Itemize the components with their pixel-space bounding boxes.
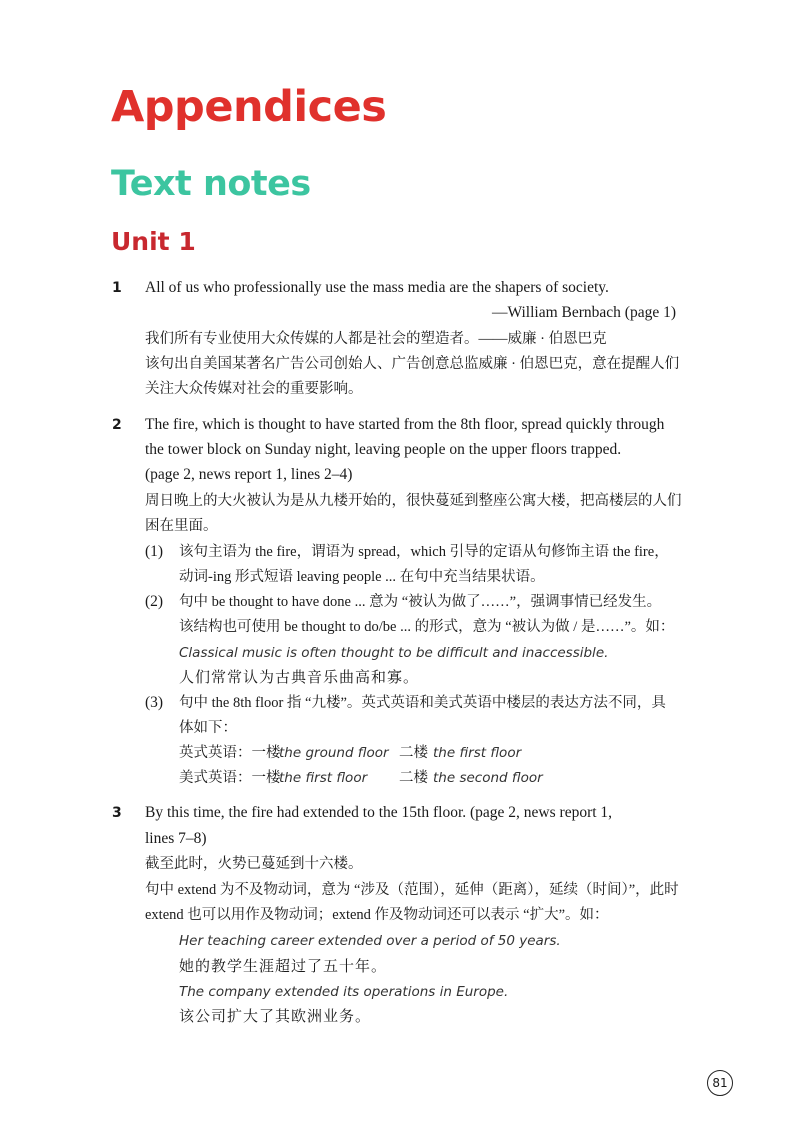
floor-label: 美式英语：一楼 bbox=[179, 770, 281, 786]
note-chinese: 周日晚上的大火被认为是从九楼开始的，很快蔓延到整座公寓大楼，把高楼层的人们 bbox=[145, 493, 682, 509]
point-label: (2) bbox=[145, 593, 164, 610]
note-chinese: 截至此时，火势已蔓延到十六楼。 bbox=[145, 856, 363, 872]
note-english: the tower block on Sunday night, leaving people on the upper floors trapped. bbox=[145, 441, 622, 458]
point-text: 动词-ing 形式短语 leaving people ... 在句中充当结果状语。 bbox=[179, 569, 545, 585]
note-english: By this time, the fire had extended to the 15th floor. (page 2, news report 1, bbox=[145, 804, 613, 821]
point-text: 句中 be thought to have done ... 意为 “被认为做了……”，强调事情已经发生。 bbox=[179, 594, 662, 610]
floor-term: the ground floor bbox=[279, 745, 389, 761]
note-explanation: extend 也可以用作及物动词；extend 作及物动词还可以表示 “扩大”。如： bbox=[145, 907, 609, 923]
page-title: Appendices bbox=[111, 82, 387, 132]
unit-title: Unit 1 bbox=[111, 227, 196, 256]
example-chinese: 她的教学生涯超过了五十年。 bbox=[179, 959, 388, 975]
note-explanation: 关注大众传媒对社会的重要影响。 bbox=[145, 381, 363, 397]
note-reference: (page 2, news report 1, lines 2–4) bbox=[145, 466, 353, 483]
floor-term: the first floor bbox=[433, 745, 522, 761]
point-text: 句中 the 8th floor 指 “九楼”。英式英语和美式英语中楼层的表达方法不同，具 bbox=[179, 695, 666, 711]
section-title: Text notes bbox=[111, 164, 311, 204]
note-attribution: —William Bernbach (page 1) bbox=[491, 304, 676, 321]
floor-label: 二楼 bbox=[399, 745, 428, 761]
point-text: 该句主语为 the fire，谓语为 spread，which 引导的定语从句修饰主语 the fire， bbox=[179, 544, 669, 560]
floor-label: 英式英语：一楼 bbox=[179, 745, 281, 761]
floor-term: the first floor bbox=[279, 770, 368, 786]
note-chinese: 困在里面。 bbox=[145, 518, 218, 534]
point-text: 该结构也可使用 be thought to do/be ... 的形式，意为 “被认为做 / 是……”。如： bbox=[179, 619, 675, 635]
point-label: (3) bbox=[145, 694, 164, 711]
note-chinese: 我们所有专业使用大众传媒的人都是社会的塑造者。——威廉 · 伯恩巴克 bbox=[145, 331, 607, 347]
point-text: 体如下： bbox=[179, 720, 237, 736]
note-explanation: 句中 extend 为不及物动词，意为 “涉及（范围），延伸（距离），延续（时间）”，此时 bbox=[145, 882, 679, 898]
example-chinese: 该公司扩大了其欧洲业务。 bbox=[179, 1009, 372, 1025]
floor-label: 二楼 bbox=[399, 770, 428, 786]
example-english: Classical music is often thought to be difficult and inaccessible. bbox=[179, 645, 609, 661]
note-english: The fire, which is thought to have started from the 8th floor, spread quickly through bbox=[145, 416, 665, 433]
example-english: Her teaching career extended over a period of 50 years. bbox=[179, 933, 561, 949]
note-number: 2 bbox=[112, 417, 122, 433]
note-number: 1 bbox=[112, 280, 122, 296]
note-explanation: 该句出自美国某著名广告公司创始人、广告创意总监威廉 · 伯恩巴克，意在提醒人们 bbox=[145, 356, 680, 372]
note-english: lines 7–8) bbox=[145, 830, 207, 847]
point-label: (1) bbox=[145, 543, 164, 560]
page-number: 81 bbox=[707, 1070, 733, 1096]
example-chinese: 人们常常认为古典音乐曲高和寡。 bbox=[179, 670, 420, 686]
note-number: 3 bbox=[112, 805, 122, 821]
floor-term: the second floor bbox=[433, 770, 543, 786]
example-english: The company extended its operations in Europe. bbox=[179, 984, 509, 1000]
note-english: All of us who professionally use the mass media are the shapers of society. bbox=[145, 279, 609, 296]
